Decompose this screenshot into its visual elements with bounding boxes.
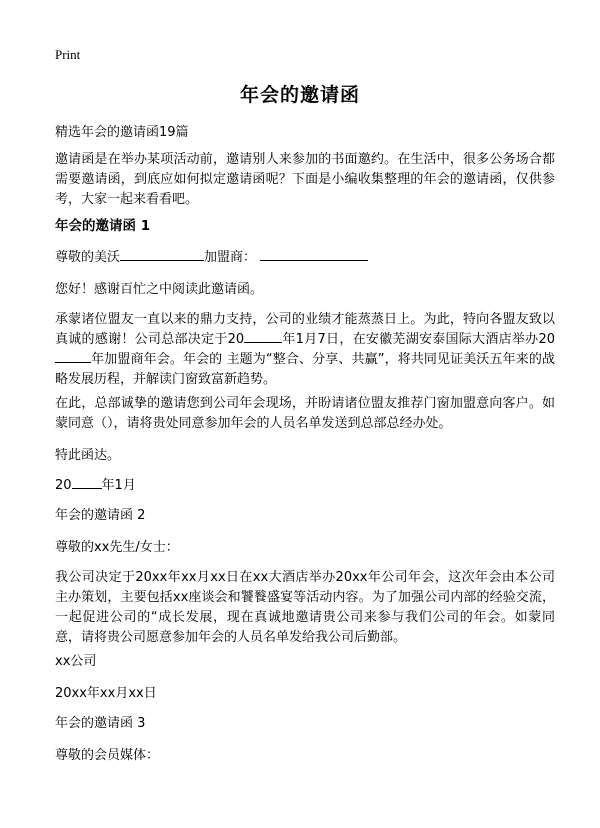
letter3-heading: 年会的邀请函 3 <box>55 716 146 731</box>
letter1-greeting: 您好！感谢百忙之中阅读此邀请函。 <box>55 282 264 297</box>
salutation-middle: 加盟商： <box>204 250 257 265</box>
blank-line <box>72 476 102 489</box>
blank-line <box>244 330 282 343</box>
letter2-signature: xx公司 <box>55 654 97 669</box>
letter2-salutation: 尊敬的xx先生/女士： <box>55 540 179 555</box>
letter1-date <box>55 476 555 496</box>
letter3-salutation: 尊敬的会员媒体： <box>55 748 160 763</box>
page-title: 年会的邀请函 <box>239 84 360 106</box>
letter1-closing: 特此函达。 <box>55 448 121 463</box>
letter1-salutation <box>55 248 555 268</box>
date-suffix: 年1月 <box>101 478 136 493</box>
salutation-prefix: 尊敬的美沃 <box>55 250 121 265</box>
date-prefix: 20 <box>55 478 72 493</box>
blank-line <box>120 248 204 261</box>
letter1-paragraph-2: 在此，总部诚挚的邀请您到公司年会现场，并盼请诸位盟友推荐门窗加盟意向客户。如蒙同意（），请将贵处同意参加年会的人员名单发送到总部总经办处。 <box>55 396 555 431</box>
p1-part-c: 年加盟商年会。年会的 主题为“整合、分享、共赢”，将共同见证美沃五年来的战略发展历程，并解读门窗致富新趋势。 <box>55 352 555 387</box>
p1-part-b: 年1月7日，在安徽芜湖安泰国际大酒店举办20 <box>282 332 555 347</box>
subtitle: 精选年会的邀请函19篇 <box>55 125 189 140</box>
letter1-paragraph-1 <box>55 310 555 390</box>
letter1-heading: 年会的邀请函 1 <box>55 218 151 234</box>
letter2-heading: 年会的邀请函 2 <box>55 508 146 523</box>
letter2-body: 我公司决定于20xx年xx月xx日在xx大酒店举办20xx年公司年会，这次年会由本公司主办策划，主要包括xx座谈会和饕餮盛宴等活动内容。为了加强公司内部的经验交流，一起促进公司的“成长发展，现在真诚地邀请贵公司来参与我们公司的年会。如蒙同意，请将贵公司愿意参加年会的人员名单发给我公司后勤部。 <box>55 570 555 645</box>
print-link[interactable]: Print <box>55 47 81 62</box>
letter2-date: 20xx年xx月xx日 <box>55 686 157 701</box>
p1-part-a: 承蒙诸位盟友一直以来的鼎力支持，公司的业绩才能蒸蒸日上。为此，特向各盟友致以真诚的感谢！公司总部决定于20 <box>55 312 555 347</box>
blank-line <box>55 350 91 363</box>
blank-line <box>260 248 368 261</box>
intro-paragraph: 邀请函是在举办某项活动前，邀请别人来参加的书面邀约。在生活中，很多公务场合都需要邀请函，到底应如何拟定邀请函呢？下面是小编收集整理的年会的邀请函，仅供参考，大家一起来看看吧。 <box>55 152 555 207</box>
